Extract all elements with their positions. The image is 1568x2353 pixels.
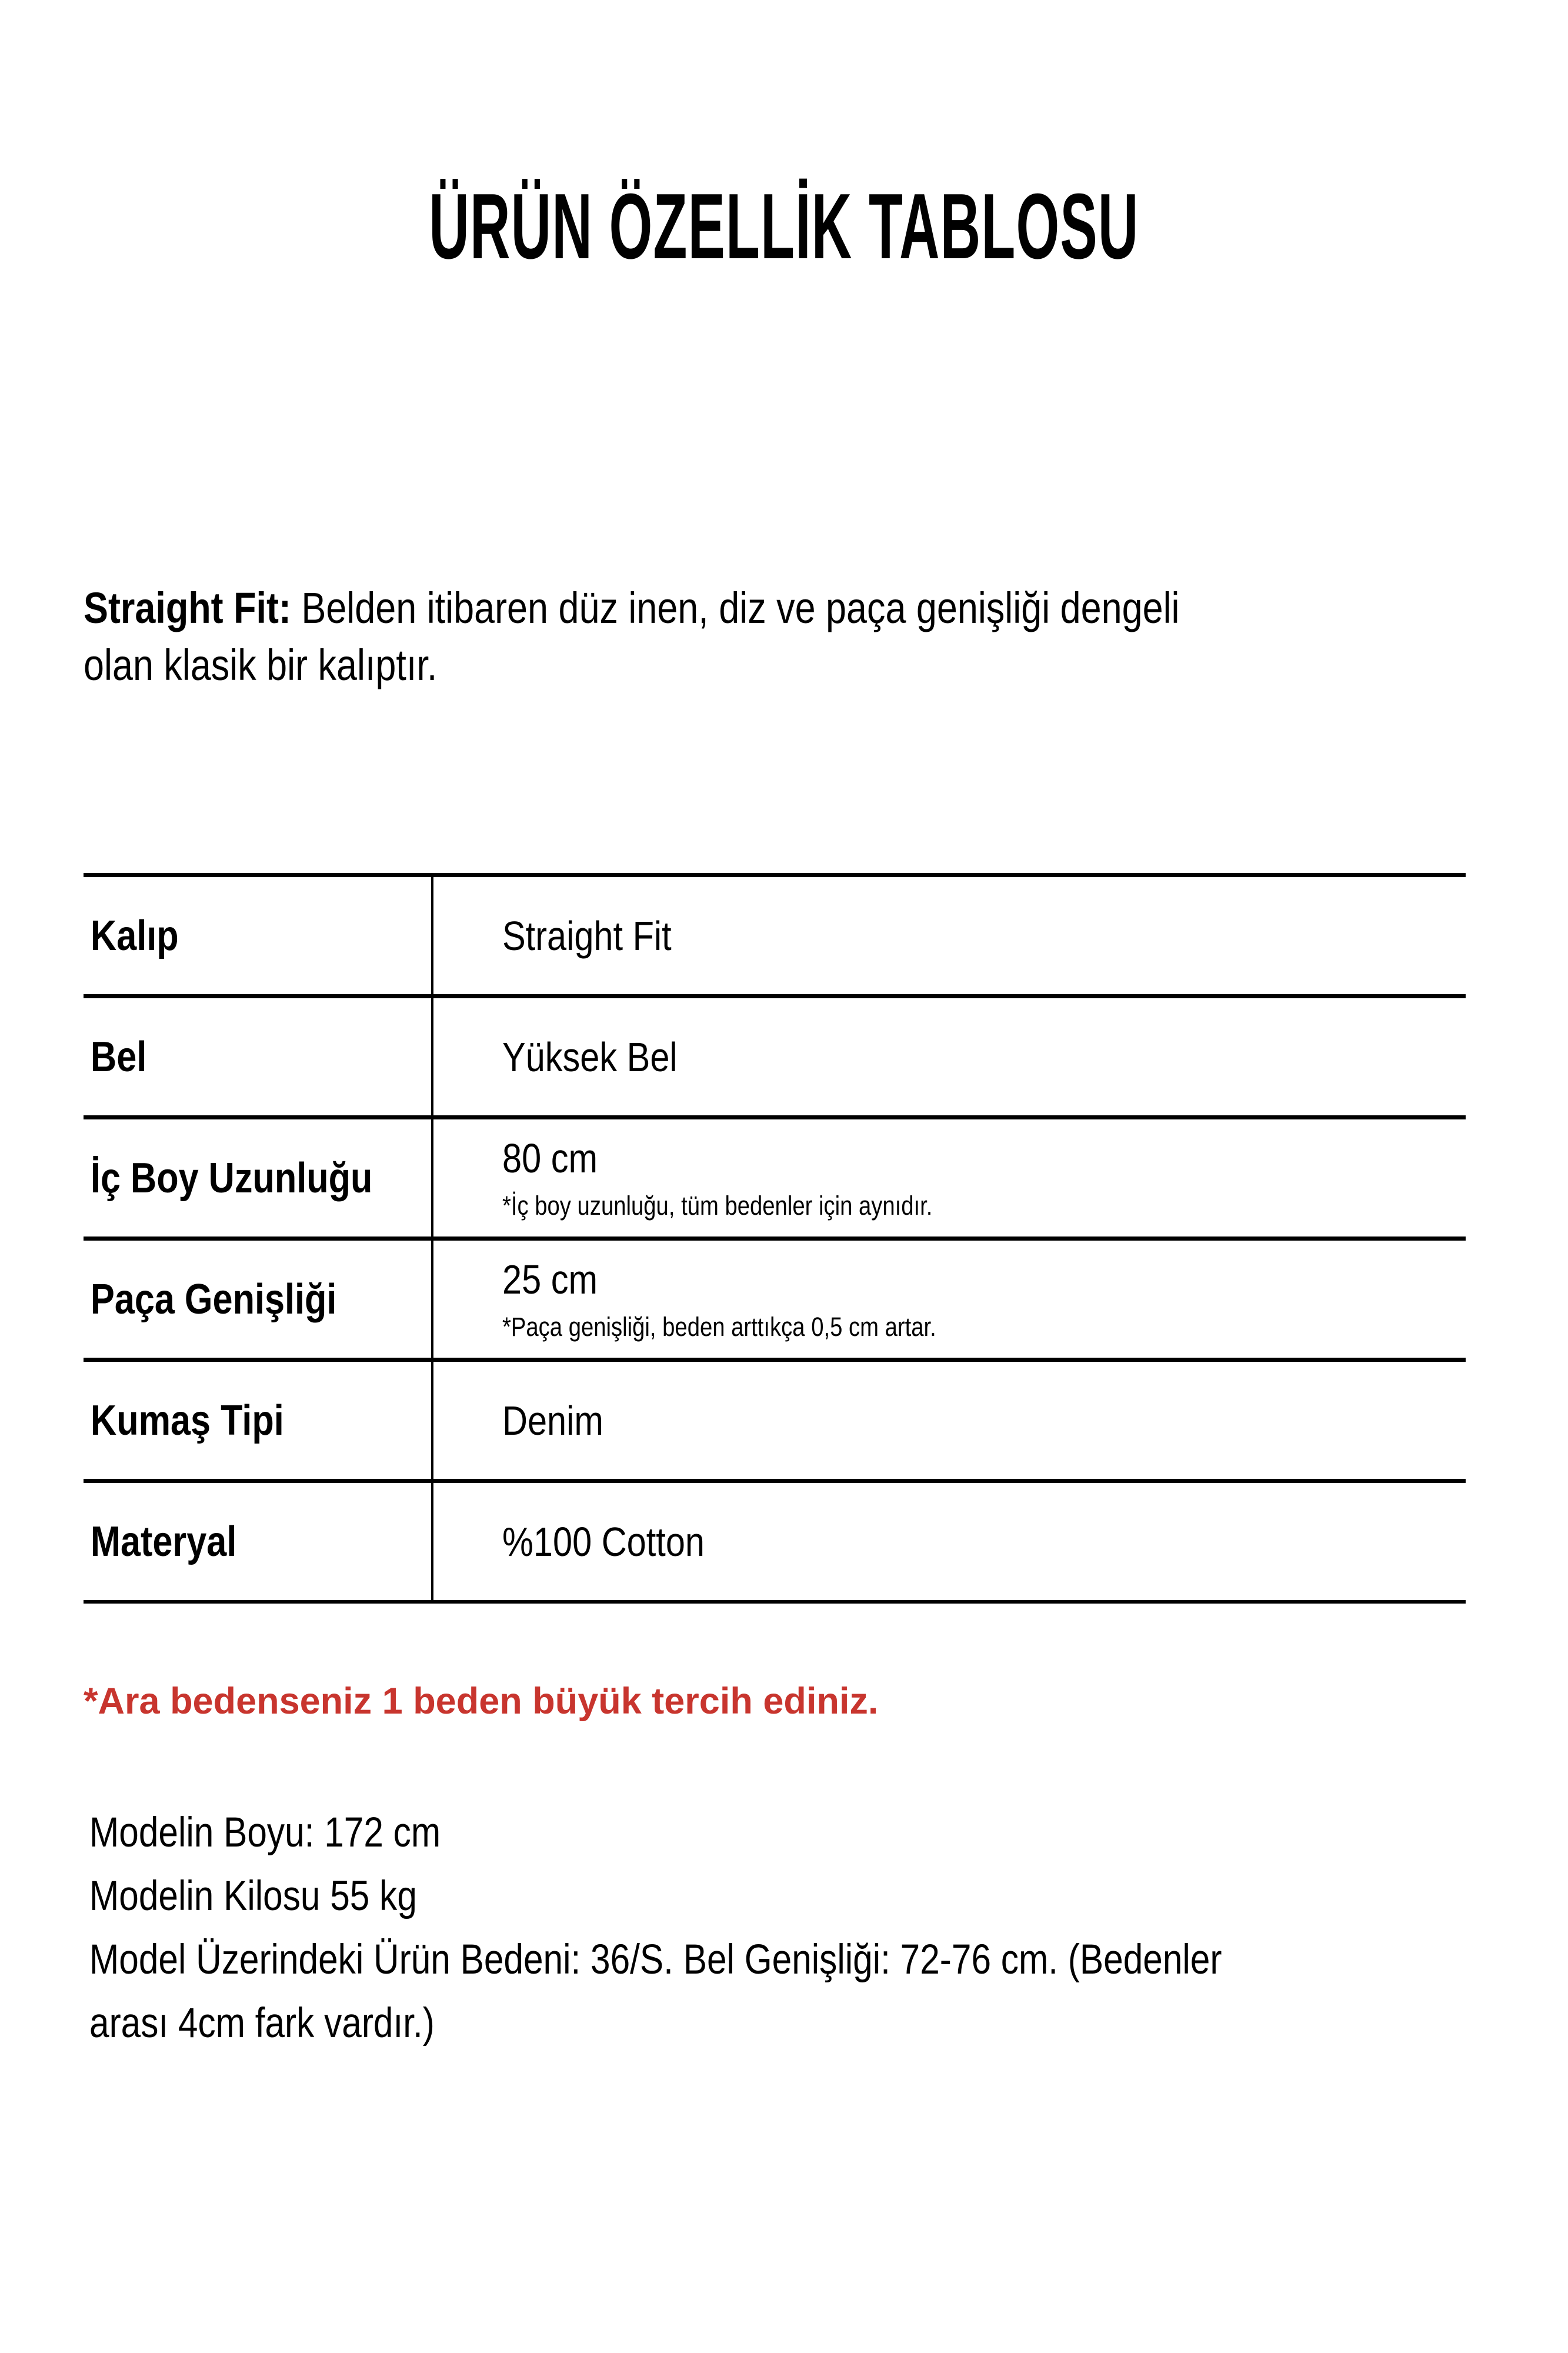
row-label-cell <box>84 1483 433 1600</box>
row-value: Denim <box>502 1397 603 1444</box>
row-value: 25 cm <box>502 1256 598 1302</box>
row-value-cell <box>433 1241 1466 1358</box>
row-label: İç Boy Uzunluğu <box>91 1154 373 1202</box>
fit-description <box>84 579 1373 694</box>
row-value-cell <box>433 998 1466 1115</box>
row-label-cell <box>84 877 433 994</box>
fit-name-label: Straight Fit: <box>84 584 291 632</box>
row-label-cell <box>84 1241 433 1358</box>
page-title-text: ÜRÜN ÖZELLİK TABLOSU <box>429 175 1139 278</box>
fit-description-line-1 <box>84 579 1180 636</box>
model-size-line-2: arası 4cm fark vardır.) <box>89 2000 435 2047</box>
row-note: *İç boy uzunluğu, tüm bedenler için aynıdır. <box>502 1190 933 1221</box>
model-info <box>89 1801 1422 2055</box>
row-label: Paça Genişliği <box>91 1275 337 1323</box>
row-note: *Paça genişliği, beden arttıkça 0,5 cm artar. <box>502 1311 936 1342</box>
size-warning: *Ara bedenseniz 1 beden büyük tercih ediniz. <box>84 1681 879 1722</box>
row-label-cell <box>84 1362 433 1479</box>
row-label-cell <box>84 998 433 1115</box>
spec-table <box>84 873 1466 1604</box>
row-value-cell <box>433 1119 1466 1237</box>
row-value: %100 Cotton <box>502 1518 705 1565</box>
fit-description-text: Belden itibaren düz inen, diz ve paça genişliği dengeli <box>301 584 1180 632</box>
row-label-cell <box>84 1119 433 1237</box>
row-value-cell <box>433 1483 1466 1600</box>
row-value: 80 cm <box>502 1135 598 1181</box>
row-value: Yüksek Bel <box>502 1034 678 1080</box>
fit-description-line-2: olan klasik bir kalıptır. <box>84 641 438 689</box>
page-title <box>0 176 1568 276</box>
table-row <box>84 998 1466 1119</box>
row-label: Materyal <box>91 1518 237 1565</box>
model-height-line: Modelin Boyu: 172 cm <box>89 1809 441 1856</box>
table-row <box>84 877 1466 998</box>
table-row <box>84 1119 1466 1241</box>
row-label: Kalıp <box>91 912 179 959</box>
row-value-cell <box>433 1362 1466 1479</box>
model-weight-line: Modelin Kilosu 55 kg <box>89 1873 417 1919</box>
row-value: Straight Fit <box>502 912 672 959</box>
row-value-cell <box>433 877 1466 994</box>
row-label: Bel <box>91 1033 147 1081</box>
table-row <box>84 1241 1466 1362</box>
model-size-line-1: Model Üzerindeki Ürün Bedeni: 36/S. Bel Genişliği: 72-76 cm. (Bedenler <box>89 1937 1222 1983</box>
row-label: Kumaş Tipi <box>91 1397 284 1444</box>
table-row <box>84 1483 1466 1600</box>
table-row <box>84 1362 1466 1483</box>
